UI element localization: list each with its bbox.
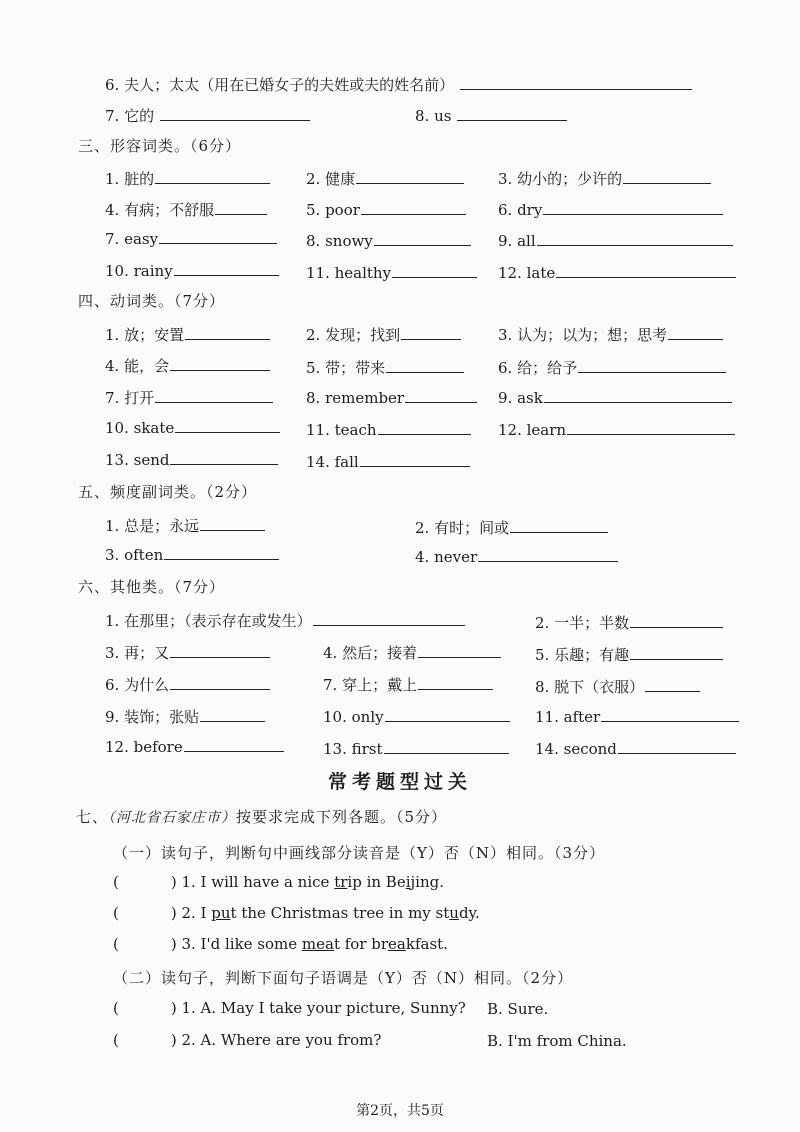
item-label: 6. 为什么 <box>105 676 170 694</box>
item-label: 11. after <box>535 708 601 726</box>
answer-blank[interactable] <box>155 182 270 184</box>
answer-blank[interactable] <box>645 690 700 692</box>
part-title: （二）读句子，判断下面句子语调是（Y）否（N）相同。（2分） <box>113 969 574 987</box>
answer-blank[interactable] <box>170 369 270 371</box>
fill-item <box>306 357 464 378</box>
answer-blank[interactable] <box>418 656 501 658</box>
item-label: 4. 有病；不舒服 <box>105 201 215 219</box>
fill-item <box>105 199 267 220</box>
question-row <box>113 904 480 922</box>
fill-item <box>323 642 501 663</box>
item-label: 8. 脱下（衣服） <box>535 678 645 696</box>
answer-blank[interactable] <box>556 276 736 278</box>
fill-item <box>498 264 736 282</box>
answer-blank[interactable] <box>356 182 464 184</box>
fill-item <box>105 738 284 756</box>
answer-blank[interactable] <box>386 371 464 373</box>
answer-blank[interactable] <box>159 242 277 244</box>
question-text: t the Christmas tree in my st <box>230 904 450 922</box>
answer-paren[interactable]: ( <box>113 999 119 1017</box>
answer-blank[interactable] <box>630 658 723 660</box>
item-label: 13. send <box>105 451 170 469</box>
fill-item <box>105 515 265 536</box>
question-text: t for br <box>333 935 389 953</box>
question-text: ) 1. A. May I take your picture, Sunny? <box>170 999 466 1017</box>
section-title: 五、频度副词类。（2分） <box>78 483 258 501</box>
fill-item <box>105 546 279 564</box>
item-label: 9. ask <box>498 389 543 407</box>
fill-item <box>105 230 277 248</box>
answer-blank[interactable] <box>184 750 284 752</box>
answer-blank[interactable] <box>215 213 267 215</box>
answer-blank[interactable] <box>618 752 736 754</box>
section-instruction: 按要求完成下列各题。（5分） <box>236 808 448 826</box>
item-label: 3. 认为；以为；想；思考 <box>498 326 668 344</box>
answer-blank[interactable] <box>374 244 471 246</box>
answer-blank[interactable] <box>361 213 466 215</box>
underlined-part: pu <box>211 904 231 922</box>
item-label: 9. 装饰；张贴 <box>105 708 200 726</box>
question-text: jing. <box>410 873 444 891</box>
answer-blank[interactable] <box>460 88 692 90</box>
section-title <box>76 806 447 827</box>
item-label: 2. 发现；找到 <box>306 326 401 344</box>
fill-item <box>535 644 723 665</box>
answer-blank[interactable] <box>384 752 509 754</box>
answer-blank[interactable] <box>155 401 273 403</box>
question-row <box>113 873 444 891</box>
fill-item <box>306 201 466 219</box>
item-label: 5. 带；带来 <box>306 359 386 377</box>
question-text: kfast. <box>405 935 448 953</box>
answer-blank[interactable] <box>313 624 465 626</box>
question-text: ip in Be <box>347 873 406 891</box>
underlined-part: tr <box>334 873 348 891</box>
item-label: 2. 有时；间或 <box>415 519 510 537</box>
item-label: 8. remember <box>306 389 405 407</box>
fill-item <box>498 232 733 250</box>
item-label: 5. 乐趣；有趣 <box>535 646 630 664</box>
item-label: 1. 放；安置 <box>105 326 185 344</box>
answer-blank[interactable] <box>378 433 471 435</box>
section-title: 六、其他类。（7分） <box>78 578 226 596</box>
question-row <box>113 999 466 1017</box>
fill-item <box>306 264 477 282</box>
underlined-part: u <box>449 904 459 922</box>
fill-item <box>535 708 739 726</box>
fill-item <box>105 262 279 280</box>
fill-item <box>105 674 270 695</box>
answer-blank[interactable] <box>578 371 726 373</box>
fill-item <box>415 107 567 125</box>
answer-blank[interactable] <box>160 119 310 121</box>
answer-blank[interactable] <box>164 558 279 560</box>
question-text: ) 3. I'd like some <box>170 935 302 953</box>
item-label: 14. fall <box>306 453 359 471</box>
question-row <box>113 1031 381 1049</box>
item-label: 8. us <box>415 107 452 125</box>
fill-item <box>306 389 477 407</box>
item-label: 13. first <box>323 740 383 758</box>
item-label: 8. snowy <box>306 232 373 250</box>
fill-item <box>498 201 723 219</box>
fill-item <box>105 706 265 727</box>
item-label: 2. 一半；半数 <box>535 614 630 632</box>
underlined-part: ea <box>388 935 406 953</box>
answer-paren[interactable]: ( <box>113 873 119 891</box>
answer-blank[interactable] <box>385 720 510 722</box>
answer-paren[interactable]: ( <box>113 935 119 953</box>
fill-item <box>498 357 726 378</box>
answer-blank[interactable] <box>543 213 723 215</box>
answer-blank[interactable] <box>537 244 733 246</box>
answer-blank[interactable] <box>170 463 278 465</box>
item-label: 7. 打开 <box>105 389 155 407</box>
answer-blank[interactable] <box>510 531 608 533</box>
answer-blank[interactable] <box>360 465 470 467</box>
answer-blank[interactable] <box>185 338 270 340</box>
item-label: 12. late <box>498 264 556 282</box>
item-label: 7. easy <box>105 230 159 248</box>
item-label: 4. 能，会 <box>105 357 170 375</box>
item-label: 11. teach <box>306 421 377 439</box>
fill-item <box>498 324 723 345</box>
fill-item <box>498 168 711 189</box>
item-label: 10. only <box>323 708 384 726</box>
answer-blank[interactable] <box>405 401 477 403</box>
item-label: 1. 总是；永远 <box>105 517 200 535</box>
option-b: B. I'm from China. <box>487 1032 627 1050</box>
item-label: 7. 穿上；戴上 <box>323 676 418 694</box>
answer-blank[interactable] <box>200 720 265 722</box>
answer-blank[interactable] <box>478 560 618 562</box>
section-title: 四、动词类。（7分） <box>78 292 226 310</box>
item-label: 11. healthy <box>306 264 392 282</box>
fill-item <box>306 453 470 471</box>
page-title: 常考题型过关 <box>327 771 472 793</box>
question-row <box>113 935 448 953</box>
item-label: 12. before <box>105 738 183 756</box>
answer-paren[interactable]: ( <box>113 904 119 922</box>
fill-item <box>323 740 509 758</box>
item-label: 3. 幼小的；少许的 <box>498 170 623 188</box>
answer-blank[interactable] <box>623 182 711 184</box>
item-label: 6. 给；给予 <box>498 359 578 377</box>
fill-item <box>105 324 270 345</box>
answer-blank[interactable] <box>567 433 735 435</box>
answer-blank[interactable] <box>544 401 732 403</box>
fill-item <box>535 612 723 633</box>
question-text: ) 2. I <box>170 904 212 922</box>
question-text: ) 2. A. Where are you from? <box>170 1031 382 1049</box>
answer-blank[interactable] <box>174 274 279 276</box>
fill-item <box>306 168 464 189</box>
fill-item <box>535 740 736 758</box>
fill-item <box>105 387 273 408</box>
fill-item <box>105 105 310 126</box>
part-title: （一）读句子，判断句中画线部分读音是（Y）否（N）相同。（3分） <box>113 844 606 862</box>
fill-item <box>306 324 461 345</box>
answer-blank[interactable] <box>668 338 723 340</box>
answer-blank[interactable] <box>170 688 270 690</box>
item-label: 6. dry <box>498 201 543 219</box>
item-label: 3. 再；又 <box>105 644 170 662</box>
answer-blank[interactable] <box>175 431 280 433</box>
answer-blank[interactable] <box>630 626 723 628</box>
item-label: 6. 夫人；太太（用在已婚女子的夫姓或夫的姓名前） <box>105 76 455 94</box>
item-label: 7. 它的 <box>105 107 155 125</box>
item-label: 5. poor <box>306 201 360 219</box>
underlined-part: i <box>405 873 411 891</box>
underlined-part: mea <box>301 935 334 953</box>
answer-blank[interactable] <box>200 529 265 531</box>
item-label: 9. all <box>498 232 536 250</box>
fill-item <box>105 642 270 663</box>
fill-item <box>306 232 471 250</box>
fill-item <box>105 451 278 469</box>
fill-item <box>498 421 735 439</box>
item-label: 10. rainy <box>105 262 173 280</box>
source-note: （河北省石家庄市） <box>108 810 237 826</box>
page-footer: 第2页，共5页 <box>356 1103 444 1119</box>
fill-item <box>498 389 732 407</box>
item-label: 3. often <box>105 546 164 564</box>
item-label: 14. second <box>535 740 617 758</box>
item-label: 1. 在那里；（表示存在或发生） <box>105 612 312 630</box>
answer-blank[interactable] <box>457 119 567 121</box>
fill-item <box>535 676 700 697</box>
fill-item <box>105 355 270 376</box>
answer-blank[interactable] <box>401 338 461 340</box>
fill-item <box>105 74 692 95</box>
section-number: 七、 <box>76 808 109 826</box>
item-label: 4. never <box>415 548 478 566</box>
fill-item <box>306 421 471 439</box>
question-text: dy. <box>458 904 480 922</box>
section-title: 三、形容词类。（6分） <box>78 137 242 155</box>
fill-item <box>105 168 270 189</box>
fill-item <box>323 674 493 695</box>
item-label: 4. 然后；接着 <box>323 644 418 662</box>
answer-blank[interactable] <box>601 720 739 722</box>
item-label: 10. skate <box>105 419 175 437</box>
fill-item <box>105 419 280 437</box>
item-label: 1. 脏的 <box>105 170 155 188</box>
answer-paren[interactable]: ( <box>113 1031 119 1049</box>
fill-item <box>415 548 618 566</box>
item-label: 2. 健康 <box>306 170 356 188</box>
answer-blank[interactable] <box>392 276 477 278</box>
question-text: ) 1. I will have a nice <box>170 873 335 891</box>
fill-item <box>323 708 510 726</box>
item-label: 12. learn <box>498 421 567 439</box>
answer-blank[interactable] <box>170 656 270 658</box>
fill-item <box>105 610 465 631</box>
answer-blank[interactable] <box>418 688 493 690</box>
fill-item <box>415 517 608 538</box>
option-b: B. Sure. <box>487 1000 549 1018</box>
